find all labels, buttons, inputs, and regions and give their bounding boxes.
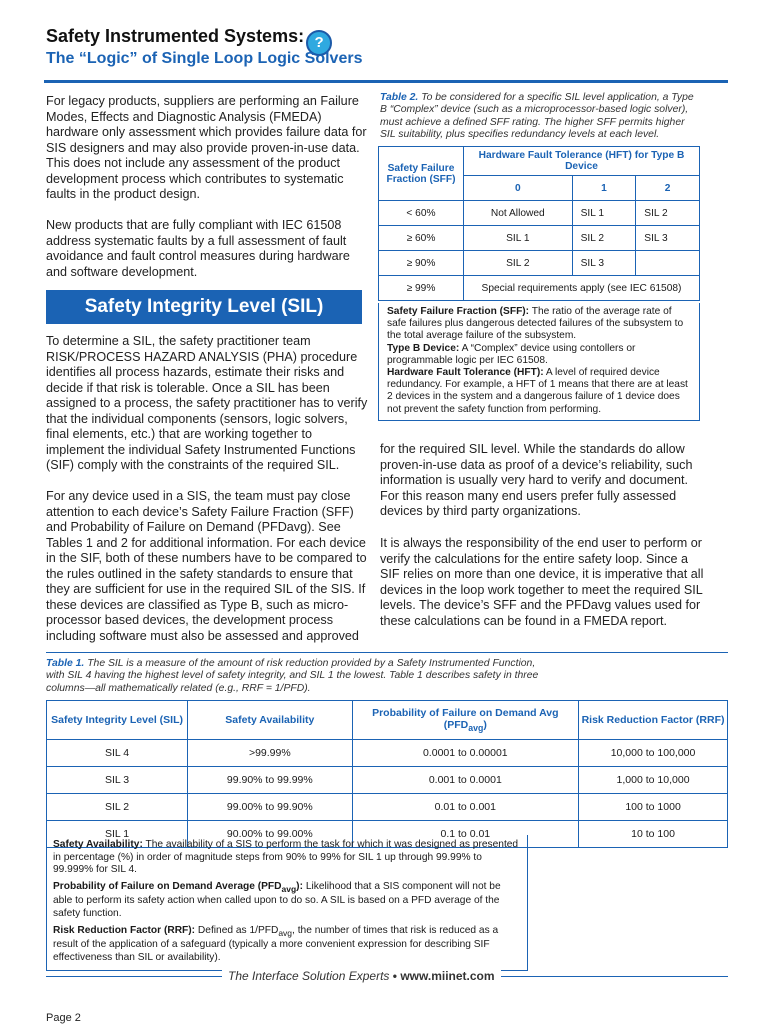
table2-col-header: 2 bbox=[636, 176, 700, 201]
table1-header: Probability of Failure on Demand Avg $(PFD_{avg})$ bbox=[352, 701, 579, 740]
table-row: ≥ 99% Special requirements apply (see IEC 61508) bbox=[379, 276, 700, 301]
left-para-2: New products that are fully compliant with IEC 61508 address systematic faults by a full assessment of fault avoidance and fault control measures during hardware and software development. bbox=[46, 218, 350, 279]
left-para-3: To determine a SIL, the safety practitioner team RISK/PROCESS HAZARD ANALYSIS (PHA) procedure identifies all process hazards, estimate their risks and decide if that risk is tolerable. Once a SIL has been assigned to a process, the safety practitioner has to verify that the individual components (sensors, logic solvers, final elements, etc.) that are working together to implement the individual Safety Instrumented Functions (SIF) comply with the constraints of the required SIL. bbox=[46, 334, 368, 472]
footer-url[interactable]: www.miinet.com bbox=[400, 969, 495, 983]
header-rule bbox=[44, 80, 728, 83]
table2-col-header: 0 bbox=[464, 176, 573, 201]
page-title-text: Safety Instrumented Systems: bbox=[46, 26, 305, 46]
table1-header: Safety Availability bbox=[188, 701, 352, 740]
table-row: SIL 3 99.90% to 99.99% 0.001 to 0.0001 1,000 to 10,000 bbox=[47, 767, 728, 794]
table-row: ≥ 60% SIL 1 SIL 2 SIL 3 bbox=[379, 226, 700, 251]
help-icon[interactable]: ? bbox=[306, 30, 332, 56]
table1-caption: Table 1. The SIL is a measure of the amount of risk reduction provided by a Safety Instrumented Function, with SIL 4 having the highest level of safety integrity, and SIL 1 the lowest. Table 1 describes safety in three columns—all mathematically related (e.g., RRF = 1/PFD). bbox=[46, 658, 539, 694]
table-row: SIL 2 99.00% to 99.90% 0.01 to 0.001 100 to 1000 bbox=[47, 794, 728, 821]
right-para-1: for the required SIL level. While the standards do allow proven-in-use data as proof of a device’s reliability, such information is usually very hard to verify and document. For this reason many end users prefer fully assessed devices by third party organizations. bbox=[380, 442, 693, 518]
section-heading-sil: Safety Integrity Level (SIL) bbox=[46, 290, 362, 324]
right-para-2: It is always the responsibility of the end user to perform or verify the calculations for the entire safety loop. Since a SIF relies on more than one device, it is imperative that all devices in the loop work together to meet the required SIL levels. The device’s SFF and the PFDavg values used for these calculations can be found in a FMEDA report. bbox=[380, 536, 704, 628]
table2-definitions: Safety Failure Fraction (SFF): The ratio of the average rate of safe failures plus dangerous detected failures of the subsystem to the total average failure of the subsystem. Type B Device: A “Complex” device using contollers or programmable logic per IEC 61508. Hardware Fault Tolerance (HFT): A level of required device redundancy. For example, a HFT of 1 means that there are at least 2 devices in the system and a dangerous failure of 1 device does not prevent the safety function from performing. bbox=[378, 303, 700, 421]
table-row: ≥ 90% SIL 2 SIL 3 bbox=[379, 251, 700, 276]
table-2 bbox=[378, 146, 700, 301]
table2-hft-header: Hardware Fault Tolerance (HFT) for Type B Device bbox=[464, 147, 700, 176]
table-row: SIL 1 90.00% to 99.00% 0.1 to 0.01 10 to 100 bbox=[47, 821, 728, 848]
table2-col-header: 1 bbox=[572, 176, 636, 201]
table-row: SIL 4 >99.99% 0.0001 to 0.00001 10,000 to 100,000 bbox=[47, 740, 728, 767]
footer-tagline: The Interface Solution Experts • www.miinet.com bbox=[222, 969, 501, 983]
table-1 bbox=[46, 700, 728, 848]
table1-rule bbox=[46, 652, 728, 653]
table-row: < 60% Not Allowed SIL 1 SIL 2 bbox=[379, 201, 700, 226]
table2-caption: Table 2. To be considered for a specific SIL level application, a Type B “Complex” device (such as a microprocessor-based logic solver), must achieve a defined SFF rating. The higher SFF permits higher SIL suitability, plus specifies redundancy levels at each level. bbox=[380, 92, 694, 141]
table1-definitions: Safety Availability: The availability of a SIS to perform the task for which it was designed as presented in percentage (%) in order of magnitude steps from 90% to 99% for SIL 1 up through 99.99% to 99.999% for SIL 4. Probability of Failure on Demand Average $(PFD_{avg})$: Likelihood that a SIS component will not be able to perform its safety action when called upon to do so. A SIL is based on a PFD average of the safety function. Risk Reduction Factor (RRF): Defined as $1/PFD_{avg}$, the number of times that risk is reduced as a result of the application of a safeguard (typically a more convenient expression for describing SIF effectiveness than SIL or availability). bbox=[46, 835, 528, 971]
table1-header: Risk Reduction Factor (RRF) bbox=[579, 701, 728, 740]
page-number: Page 2 bbox=[46, 1012, 81, 1024]
left-para-4: For any device used in a SIS, the team must pay close attention to each device’s Safety Failure Fraction (SFF) and Probability of Failure on Demand (PFDavg). See Tables 1 and 2 for additional information. For each device in the SIF, both of these numbers have to be compared to the rules outlined in the safety standards to ensure that they are sufficient for use in the required SIL of the SIS. If these devices are classified as Type B, such as micro-processor based devices, the development process including software must also be assessed and approved bbox=[46, 489, 367, 643]
page-subtitle: The “Logic” of Single Loop Logic Solvers bbox=[46, 50, 363, 67]
table2-sff-header: Safety Failure Fraction (SFF) bbox=[379, 147, 464, 201]
table1-header: Safety Integrity Level (SIL) bbox=[47, 701, 188, 740]
left-para-1: For legacy products, suppliers are performing an Failure Modes, Effects and Diagnostic Analysis (FMEDA) hardware only assessment which provides failure data for SIS designers and may also provide proven-in-use data. This does not include any assessment of the product development process which contributes to systematic faults in the product design. bbox=[46, 94, 367, 201]
